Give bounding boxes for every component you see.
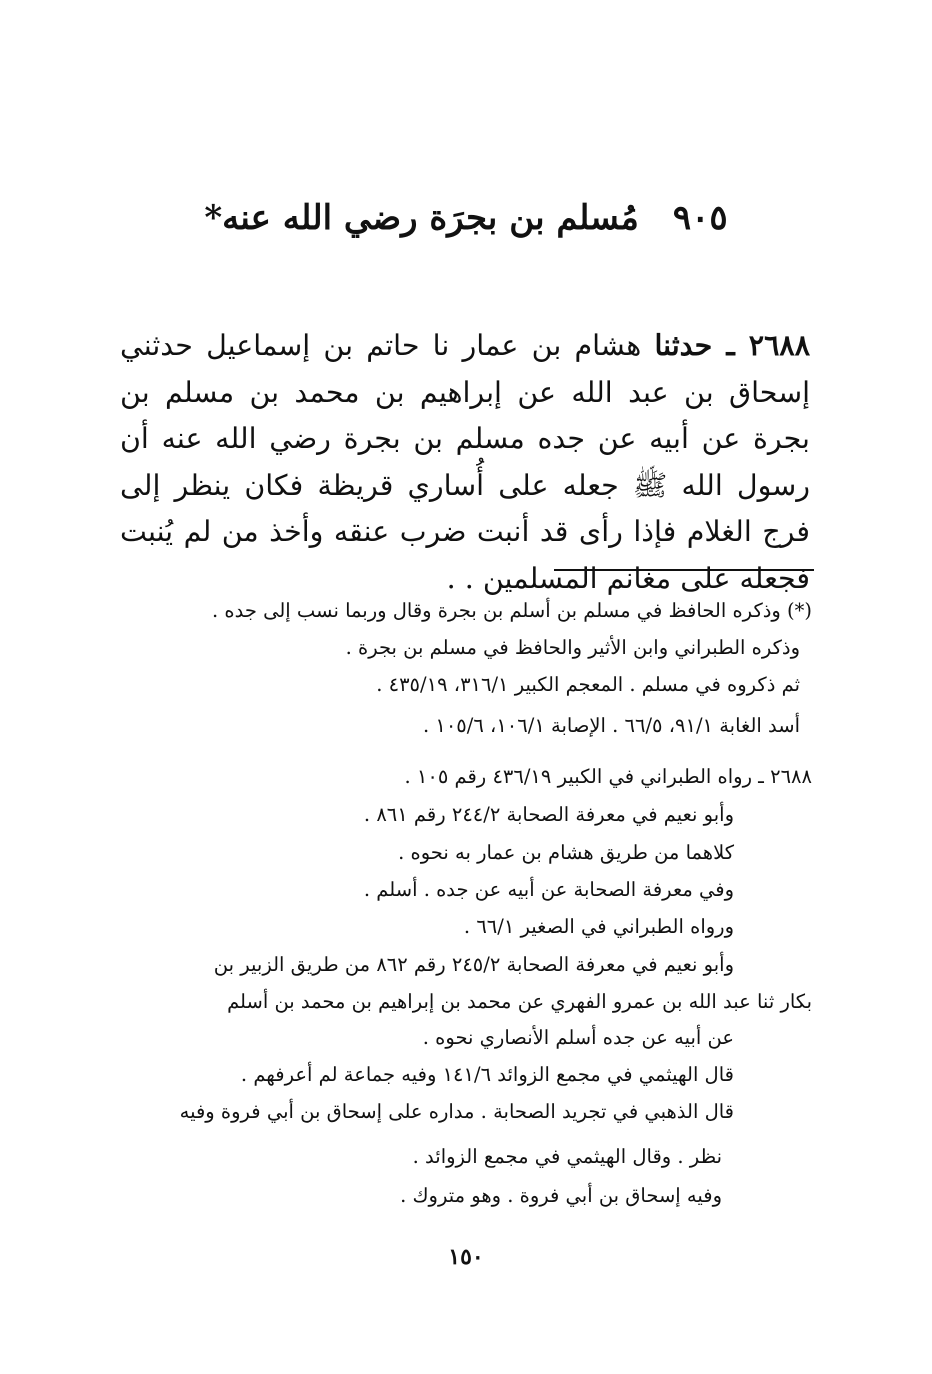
footnote-hadith-line: قال الذهبي في تجريد الصحابة . مداره على إسحاق بن أبي فروة وفيه — [179, 1100, 734, 1123]
footnote-hadith-line: وفي معرفة الصحابة عن أبيه عن جده . أسلم . — [363, 878, 734, 901]
footnote-star-line: أسد الغابة ٩١/١، ٦٦/٥ . الإصابة ١٠٦/١، ١٠٥/٦ . — [422, 714, 800, 737]
chapter-heading — [0, 193, 932, 243]
footnote-hadith-line: كلاهما من طريق هشام بن عمار به نحوه . — [398, 841, 734, 864]
page-number: ١٥٠ — [448, 1244, 484, 1270]
footnote-hadith-line: عن أبيه عن جده أسلم الأنصاري نحوه . — [422, 1026, 734, 1049]
footnote-separator — [554, 569, 814, 571]
footnote-hadith-line: قال الهيثمي في مجمع الزوائد ١٤١/٦ وفيه جماعة لم أعرفهم . — [240, 1063, 734, 1086]
footnote-hadith-line: ورواه الطبراني في الصغير ٦٦/١ . — [463, 915, 734, 938]
chapter-title: مُسلم بن بجرَة رضي الله عنه* — [204, 197, 639, 238]
hadith-number: ٢٦٨٨ ـ حدثنا — [654, 328, 810, 362]
footnote-hadith-line: وأبو نعيم في معرفة الصحابة ٢٤٥/٢ رقم ٨٦٢ من طريق الزبير بن — [213, 953, 734, 976]
footnote-hadith-line: نظر . وقال الهيثمي في مجمع الزوائد . — [412, 1145, 722, 1168]
footnote-hadith-line: وأبو نعيم في معرفة الصحابة ٢٤٤/٢ رقم ٨٦١ . — [363, 803, 734, 826]
footnote-hadith-line: ٢٦٨٨ ـ رواه الطبراني في الكبير ٤٣٦/١٩ رقم ١٠٥ . — [404, 765, 812, 788]
footnote-hadith-line: بكار ثنا عبد الله بن عمرو الفهري عن محمد بن إبراهيم بن محمد بن أسلم — [227, 990, 812, 1013]
footnote-star-line: (*) وذكره الحافظ في مسلم بن أسلم بن بجرة وقال وربما نسب إلى جده . — [211, 599, 812, 622]
hadith-text — [120, 322, 810, 602]
footnote-hadith-line: وفيه إسحاق بن أبي فروة . وهو متروك . — [400, 1184, 722, 1207]
chapter-number: ٩٠٥ — [672, 197, 728, 238]
footnote-star-line: ثم ذكروه في مسلم . المعجم الكبير ٣١٦/١، ٤٣٥/١٩ . — [376, 673, 800, 696]
footnote-star-line: وذكره الطبراني وابن الأثير والحافظ في مسلم بن بجرة . — [345, 636, 800, 659]
hadith-body: هشام بن عمار نا حاتم بن إسماعيل حدثني إسحاق بن عبد الله عن إبراهيم بن محمد بن مسلم بن بجرة عن أبيه عن جده مسلم بن بجرة رضي الله عنه أن رسول الله ﷺ جعله على أُساري قريظة فكان ينظر إلى فرج الغلام فإذا رأى قد أنبت ضرب عنقه وأخذ من لم يُنبت فجعله على مغانم المسلمين . . — [120, 329, 810, 595]
